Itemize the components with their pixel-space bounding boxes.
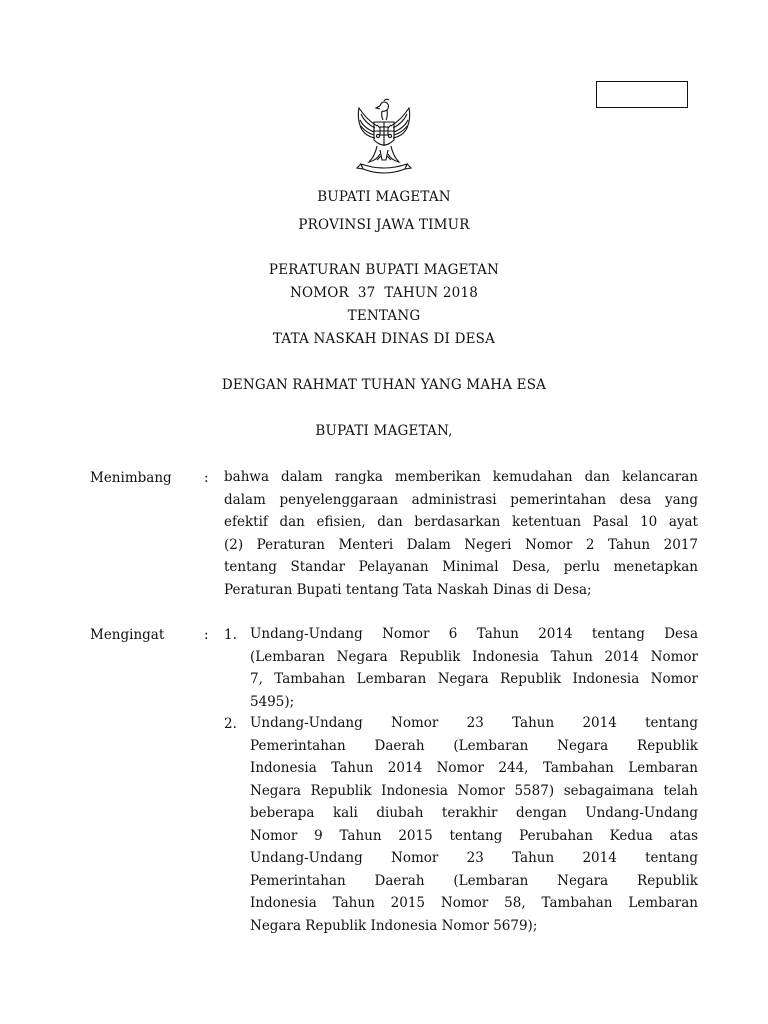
mengingat-item-line: beberapa kali diubah terakhir dengan Undang-Undang	[250, 805, 698, 821]
mengingat-item-line: Nomor 9 Tahun 2015 tentang Perubahan Kedua atas	[250, 827, 698, 844]
mengingat-item-line: Undang-Undang Nomor 6 Tahun 2014 tentang Desa	[250, 626, 698, 642]
mengingat-label: Mengingat	[90, 627, 165, 643]
menimbang-text	[224, 466, 698, 601]
mengingat-item-line: Pemerintahan Daerah (Lembaran Negara Republik	[250, 737, 698, 754]
mengingat-item-line: 5495);	[250, 693, 295, 710]
mengingat-item-number: 1.	[224, 627, 237, 643]
province-title: PROVINSI JAWA TIMUR	[298, 217, 470, 233]
menimbang-line: tentang Standar Pelayanan Minimal Desa, perlu menetapkan	[224, 559, 698, 575]
menimbang-label: Menimbang	[90, 470, 172, 486]
mengingat-item	[250, 623, 698, 713]
about-label: TENTANG	[347, 308, 421, 324]
regulation-number: NOMOR 37 TAHUN 2018	[289, 285, 479, 301]
menimbang-line: efektif dan efisien, dan berdasarkan ketentuan Pasal 10 ayat	[224, 514, 698, 530]
menimbang-line: bahwa dalam rangka memberikan kemudahan dan kelancaran	[224, 469, 698, 485]
mengingat-item-line: (Lembaran Negara Republik Indonesia Tahun 2014 Nomor	[250, 648, 698, 665]
authority-line: BUPATI MAGETAN,	[315, 423, 453, 439]
mengingat-item-line: Undang-Undang Nomor 23 Tahun 2014 tentang	[250, 715, 698, 731]
document-number-box	[596, 81, 688, 108]
menimbang-line: dalam penyelenggaraan administrasi pemerintahan desa yang	[224, 491, 698, 508]
mengingat-item-number: 2.	[224, 716, 237, 732]
mengingat-colon: :	[204, 627, 209, 643]
regent-title: BUPATI MAGETAN	[317, 189, 451, 205]
mengingat-item-line: Indonesia Tahun 2015 Nomor 58, Tambahan Lembaran	[250, 895, 698, 911]
mengingat-item-line: Pemerintahan Daerah (Lembaran Negara Republik	[250, 872, 698, 889]
mengingat-item-line: Undang-Undang Nomor 23 Tahun 2014 tentang	[250, 850, 698, 866]
menimbang-line: Peraturan Bupati tentang Tata Naskah Dinas di Desa;	[224, 581, 592, 598]
regulation-title: PERATURAN BUPATI MAGETAN	[268, 262, 500, 278]
mengingat-item-line: Negara Republik Indonesia Nomor 5587) sebagaimana telah	[250, 782, 698, 799]
mengingat-item	[250, 712, 698, 937]
menimbang-line: (2) Peraturan Menteri Dalam Negeri Nomor 2 Tahun 2017	[224, 536, 698, 553]
menimbang-colon: :	[204, 470, 209, 486]
mengingat-item-line: Negara Republik Indonesia Nomor 5679);	[250, 917, 538, 934]
regulation-subject: TATA NASKAH DINAS DI DESA	[272, 331, 496, 347]
mengingat-item-line: Indonesia Tahun 2014 Nomor 244, Tambahan Lembaran	[250, 760, 698, 776]
blessing-line: DENGAN RAHMAT TUHAN YANG MAHA ESA	[221, 377, 547, 393]
garuda-emblem	[347, 98, 421, 178]
mengingat-item-line: 7, Tambahan Lembaran Negara Republik Indonesia Nomor	[250, 671, 698, 687]
